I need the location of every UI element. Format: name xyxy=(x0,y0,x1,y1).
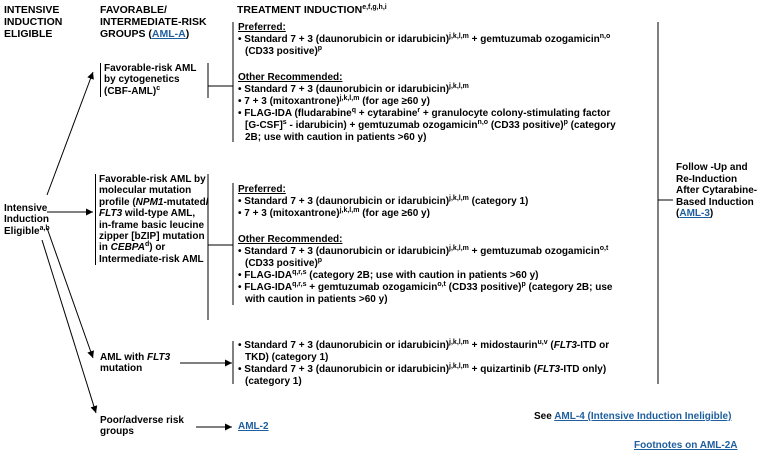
other-recommended-heading: Other Recommended: xyxy=(238,72,343,83)
arrow-to-cbf xyxy=(47,72,93,195)
aml-3-link[interactable]: AML-3 xyxy=(679,208,710,220)
treatment-item-cont: $[G-CSF]^s$ - idarubicin) + gemtuzumab ozogamicin$^{n,o}$ (CD33 positive)$^p$ (category xyxy=(245,119,616,131)
treatment-item-cont: 2B; use with caution in patients >60 y) xyxy=(245,132,427,143)
see-aml-4: See AML-4 (Intensive Induction Ineligible) xyxy=(534,411,732,422)
treatment-item: • FLAG-IDA (fludarabine$^q$ + cytarabine$^r$ + granulocyte colony-stimulating factor xyxy=(238,107,611,119)
footnotes-link[interactable]: Footnotes on AML-2A xyxy=(634,440,738,451)
treatment-item-cont: TKD) (category 1) xyxy=(245,352,329,363)
treatment-item-cont: (CD33 positive)$^p$ xyxy=(245,45,323,57)
treatment-item: • Standard 7 + 3 (daunorubicin or idarubicin)$^{j,k,l,m}$ + quizartinib (FLT3-ITD only) xyxy=(238,363,607,375)
follow-up-reinduction: Follow -Up and Re-Induction After Cytarabine-Based Induction (AML-3) xyxy=(676,162,758,220)
root-intensive-induction-eligible: Intensive Induction Eligible$^{a,b}$ xyxy=(4,203,50,237)
treatment-item: • Standard 7 + 3 (daunorubicin or idarubicin)$^{j,k,l,m}$ (category 1) xyxy=(238,195,529,207)
treatment-item: • FLAG-IDA$^{q,r,s}$ (category 2B; use with caution in patients >60 y) xyxy=(238,269,539,281)
header-intensive-induction-eligible: INTENSIVE INDUCTION ELIGIBLE xyxy=(4,4,63,40)
aml-a-link[interactable]: AML-A xyxy=(151,28,186,40)
treatment-item-cont: (CD33 positive)$^p$ xyxy=(245,257,323,269)
treatment-item: • Standard 7 + 3 (daunorubicin or idarubicin)$^{j,k,l,m}$ + gemtuzumab ozogamicin$^{n,o}$ xyxy=(238,33,611,45)
treatment-block-npm1 xyxy=(238,184,653,306)
aml-2-link[interactable]: AML-2 xyxy=(238,421,269,432)
group-cbf-aml: Favorable-risk AML by cytogenetics $(CBF-AML)^c$ xyxy=(100,63,208,97)
treatment-item: • 7 + 3 (mitoxantrone)$^{j,k,l,m}$ (for age ≥60 y) xyxy=(238,95,430,107)
group-npm1-intermediate: Favorable-risk AML by molecular mutation profile (NPM1-mutated/ FLT3 wild-type AML, in-frame basic leucine zipper [bZIP] mutation in CEBPA$^d$) or Intermediate-risk AML xyxy=(95,174,210,265)
treatment-item-cont: (category 1) xyxy=(245,376,302,387)
other-recommended-heading: Other Recommended: xyxy=(238,234,343,245)
group-flt3-mutation: AML with FLT3 mutation xyxy=(100,352,171,375)
treatment-item: • FLAG-IDA$^{q,r,s}$ + gemtuzumab ozogamicin$^{o,t}$ (CD33 positive)$^p$ (category 2B; use xyxy=(238,281,613,293)
arrow-to-flt3 xyxy=(47,228,93,358)
preferred-heading: Preferred: xyxy=(238,184,286,195)
header-risk-groups: FAVORABLE/ INTERMEDIATE-RISK GROUPS (AML-A) xyxy=(100,4,207,40)
treatment-block-cbf xyxy=(238,22,653,144)
header-treatment-induction: TREATMENT INDUCTION$^{e,f,g,h,i}$ xyxy=(237,4,387,16)
treatment-item: • 7 + 3 (mitoxantrone)$^{j,k,l,m}$ (for age ≥60 y) xyxy=(238,207,430,219)
treatment-item: • Standard 7 + 3 (daunorubicin or idarubicin)$^{j,k,l,m}$ xyxy=(238,83,469,95)
group-poor-adverse-risk: Poor/adverse risk groups xyxy=(100,415,184,438)
treatment-item: • Standard 7 + 3 (daunorubicin or idarubicin)$^{j,k,l,m}$ + midostaurin$^{u,v}$ (FLT3-ITD or xyxy=(238,339,610,351)
treatment-item: • Standard 7 + 3 (daunorubicin or idarubicin)$^{j,k,l,m}$ + gemtuzumab ozogamicin$^{o,t}$ xyxy=(238,245,609,257)
aml-4-link[interactable]: AML-4 (Intensive Induction Ineligible) xyxy=(554,411,732,422)
treatment-item-cont: with caution in patients >60 y) xyxy=(245,294,388,305)
treatment-block-flt3 xyxy=(238,340,653,388)
preferred-heading: Preferred: xyxy=(238,22,286,33)
arrow-to-poor xyxy=(42,240,96,413)
